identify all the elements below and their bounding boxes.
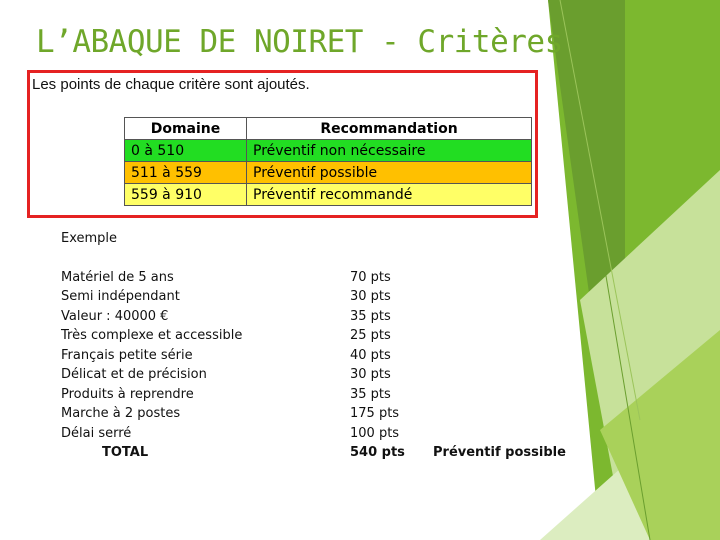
example-item-label: Délicat et de précision [61,367,207,382]
example-title: Exemple [61,231,118,246]
header-recommandation: Recommandation [247,118,532,140]
recommendation-cell: Préventif non nécessaire [247,140,532,162]
table-row [125,140,532,162]
table-row [125,184,532,206]
example-item-points: 70 pts [350,270,391,285]
range-cell: 511 à 559 [125,162,247,184]
example-item-points: 30 pts [350,289,391,304]
example-item-points: 100 pts [350,426,400,441]
total-label: TOTAL [102,445,149,460]
recommendation-cell: Préventif possible [247,162,532,184]
example-item-label: Produits à reprendre [61,387,194,402]
header-domaine: Domaine [125,118,247,140]
example-item-points: 40 pts [350,348,391,363]
example-item-label: Très complexe et accessible [61,328,243,343]
total-result: Préventif possible [433,445,566,460]
slide-title: L’ABAQUE DE NOIRET - Critères [36,24,563,60]
example-item-points: 35 pts [350,387,391,402]
example-item-label: Semi indépendant [61,289,180,304]
example-item-label: Valeur : 40000 € [61,309,169,324]
example-item-label: Matériel de 5 ans [61,270,174,285]
range-cell: 0 à 510 [125,140,247,162]
example-item-label: Délai serré [61,426,132,441]
table-row [125,162,532,184]
example-item-points: 175 pts [350,406,400,421]
intro-text: Les points de chaque critère sont ajoutés. [32,76,310,93]
range-cell: 559 à 910 [125,184,247,206]
example-item-label: Français petite série [61,348,193,363]
example-item-points: 30 pts [350,367,391,382]
example-item-label: Marche à 2 postes [61,406,181,421]
total-points: 540 pts [350,445,405,460]
example-item-points: 25 pts [350,328,391,343]
recommendation-table [124,117,532,206]
table-header-row [125,118,532,140]
recommendation-cell: Préventif recommandé [247,184,532,206]
example-item-points: 35 pts [350,309,391,324]
